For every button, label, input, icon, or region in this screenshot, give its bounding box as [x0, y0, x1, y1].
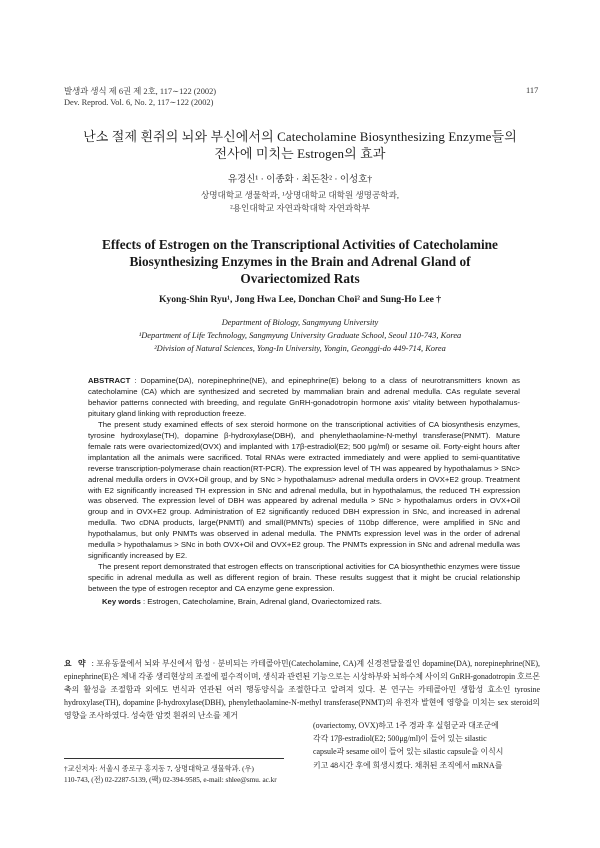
abstract-p1-text: : Dopamine(DA), norepinephrine(NE), and epinephrine(E) belong to a class of neurotransmitters known as catecholamine (CA) which are synthesized and secreted by mammalian brain and adrenal medulla. CAs regulate several behavior patterns connected with breeding, and regulate GnRH-gonadotropin hormone axis' vitality between hypothalamus-pituitary gland linking with reproduction freeze. — [88, 376, 520, 418]
footnote-line2: 110-743, (전) 02-2287-5139, (팩) 02-394-9585, e-mail: shlee@smu. ac.kr — [64, 776, 277, 784]
english-affiliation-line1: Department of Biology, Sangmyung University — [221, 318, 379, 327]
journal-header — [64, 86, 216, 108]
footnote-line1: †교신저자: 서울시 종로구 홍지동 7, 상명대학교 생물학과. (우) — [64, 765, 254, 773]
korean-abstract-label: 요 약 — [64, 659, 88, 668]
right-column-line1: (ovariectomy, OVX)하고 1주 경과 후 실험군과 대조군에 — [313, 721, 499, 730]
journal-citation-korean: 발생과 생식 제 6권 제 2호, 117∼122 (2002) — [64, 87, 217, 96]
english-affiliations — [0, 316, 600, 355]
abstract-paragraph-1 — [88, 376, 520, 420]
korean-abstract-paragraph — [64, 657, 540, 722]
korean-affiliations — [0, 189, 600, 215]
korean-abstract-text: : 포유동물에서 뇌와 부신에서 합성 · 분비되는 카테콜아민(Catecholamine, CA)계 신경전달물질인 dopamine(DA), norepinephrine(NE), epinephrine(E)은 체내 각종 생리현상의 조절에 필수적이며, 생식과 관련된 기능으로는 시상하부와 뇌하수체 사이의 GnRH-gonadotropin 호르몬 축의 활성을 조절함과 외에도 번식과 연관된 여러 행동양식을 조절한다고 알려져 있다. 본 연구는 카테콜아민 생합성 효소인 tyrosine hydroxylase(TH), dopamine β-hydroxylase(DBH), phenylethaolamine-N-methyl transferase(PNMT)의 유전자 발현에 영향을 미치는 sex steroid의 영향을 조사하였다. 성숙한 암컷 흰쥐의 난소를 제거 — [64, 659, 540, 720]
footnote-divider — [64, 758, 284, 759]
keywords-text: : Estrogen, Catecholamine, Brain, Adrenal gland, Ovariectomized rats. — [140, 597, 382, 607]
english-affiliation-line3: ²Division of Natural Sciences, Yong-In University, Yongin, Geonggi-do 449-714, Korea — [154, 344, 446, 353]
right-column-line2: 각각 17β-estradiol(E2; 500μg/ml)이 들어 있는 silastic — [313, 734, 487, 744]
keywords-label: Key words — [102, 597, 141, 607]
abstract-paragraph-3: The present report demonstrated that estrogen effects on transcriptional activities for CA biosynthethic enzymes were tissue specific in adrenal medulla as well as different region of brain. These results suggest that it might be crucial relationship between the type of estrogen receptor and CA enzyme gene expression. — [88, 562, 520, 594]
korean-abstract — [64, 657, 540, 722]
abstract-paragraph-2: The present study examined effects of sex steroid hormone on the transcriptional activities of CA biosynthesis enzymes, tyrosine hydroxylase(TH), dopamine β-hydroxylase(DBH), and phenylethaolamine-N-methyl transferase(PNMT). Mature female rats were ovariectomized(OVX) and implanted with 17β-estradiol(E2; 500 μg/ml) or sesame oil. Forty-eight hours after implantation all the animals were sacrificed. Total RNAs were extracted immediately and were applied to semi-quantitative reverse transcription-polymerase chain reaction(RT-PCR). The expression level of TH was appeared by hypothalamus > SNc> adrenal medulla orders in OVX+Oil group, and by SNc > hypothalamus> adrenal medulla orders in OVX+E2 group. Treatment with E2 significantly increased TH expression in SNc and adrenal medulla, but in hypothalamus, the reduced TH expression was observed. The expression level of DBH was appeared by adrenal medulla > SNc > hypothalamus orders in OVX+Oil group and in OVX+E2 group. Administration of E2 significantly reduced DBH expression in SNc, and increased in adrenal medulla. Two cDNA products, large(PNMTl) and small(PMNTs) species of 110bp difference, were amplified in SNc and hypothalamus, but only PNMTs was observed in adenal medulla. The PNMTs expression level was in the order of adrenal medulla > hypothalamus > SNc in both OVX+Oil and OVX+E2 group. The PNMTs expression in SNc and adrenal medulla was significantly increased by E2. — [88, 419, 520, 561]
korean-affiliation-line1: 상명대학교 생물학과, ¹상명대학교 대학원 생명공학과, — [200, 190, 400, 200]
english-title-line3: Ovariectomized Rats — [240, 271, 360, 286]
english-affiliation-line2: ¹Department of Life Technology, Sangmyung University Graduate School, Seoul 110-743, Korea — [138, 331, 462, 340]
abstract-label: ABSTRACT — [88, 376, 131, 385]
korean-title — [0, 128, 600, 162]
korean-title-line1: 난소 절제 흰쥐의 뇌와 부신에서의 Catecholamine Biosynthesizing Enzyme들의 — [83, 129, 517, 144]
journal-citation-english: Dev. Reprod. Vol. 6, No. 2, 117∼122 (2002) — [64, 98, 214, 107]
english-title — [0, 236, 600, 287]
korean-affiliation-line2: ²용인대학교 자연과학대학 자연과학부 — [230, 203, 370, 213]
korean-authors: 유경신¹ · 이종화 · 최돈찬² · 이성호† — [227, 175, 373, 185]
english-abstract — [88, 376, 520, 608]
right-column-line3: capsule과 sesame oil이 들어 있는 silastic capsule을 이식시 — [313, 747, 504, 757]
english-title-line1: Effects of Estrogen on the Transcriptional Activities of Catecholamine — [102, 237, 498, 252]
english-title-line2: Biosynthesizing Enzymes in the Brain and Adrenal Gland of — [129, 254, 471, 269]
corresponding-author-footnote — [64, 764, 294, 786]
english-authors: Kyong-Shin Ryu¹, Jong Hwa Lee, Donchan Choi² and Sung-Ho Lee † — [158, 294, 442, 305]
page-number: 117 — [526, 86, 539, 95]
keywords — [88, 597, 520, 608]
korean-title-line2: 전사에 미치는 Estrogen의 효과 — [214, 146, 386, 161]
right-column-line4: 키고 48시간 후에 희생시켰다. 채취된 조직에서 mRNA를 — [313, 760, 503, 770]
korean-right-column — [313, 719, 541, 772]
